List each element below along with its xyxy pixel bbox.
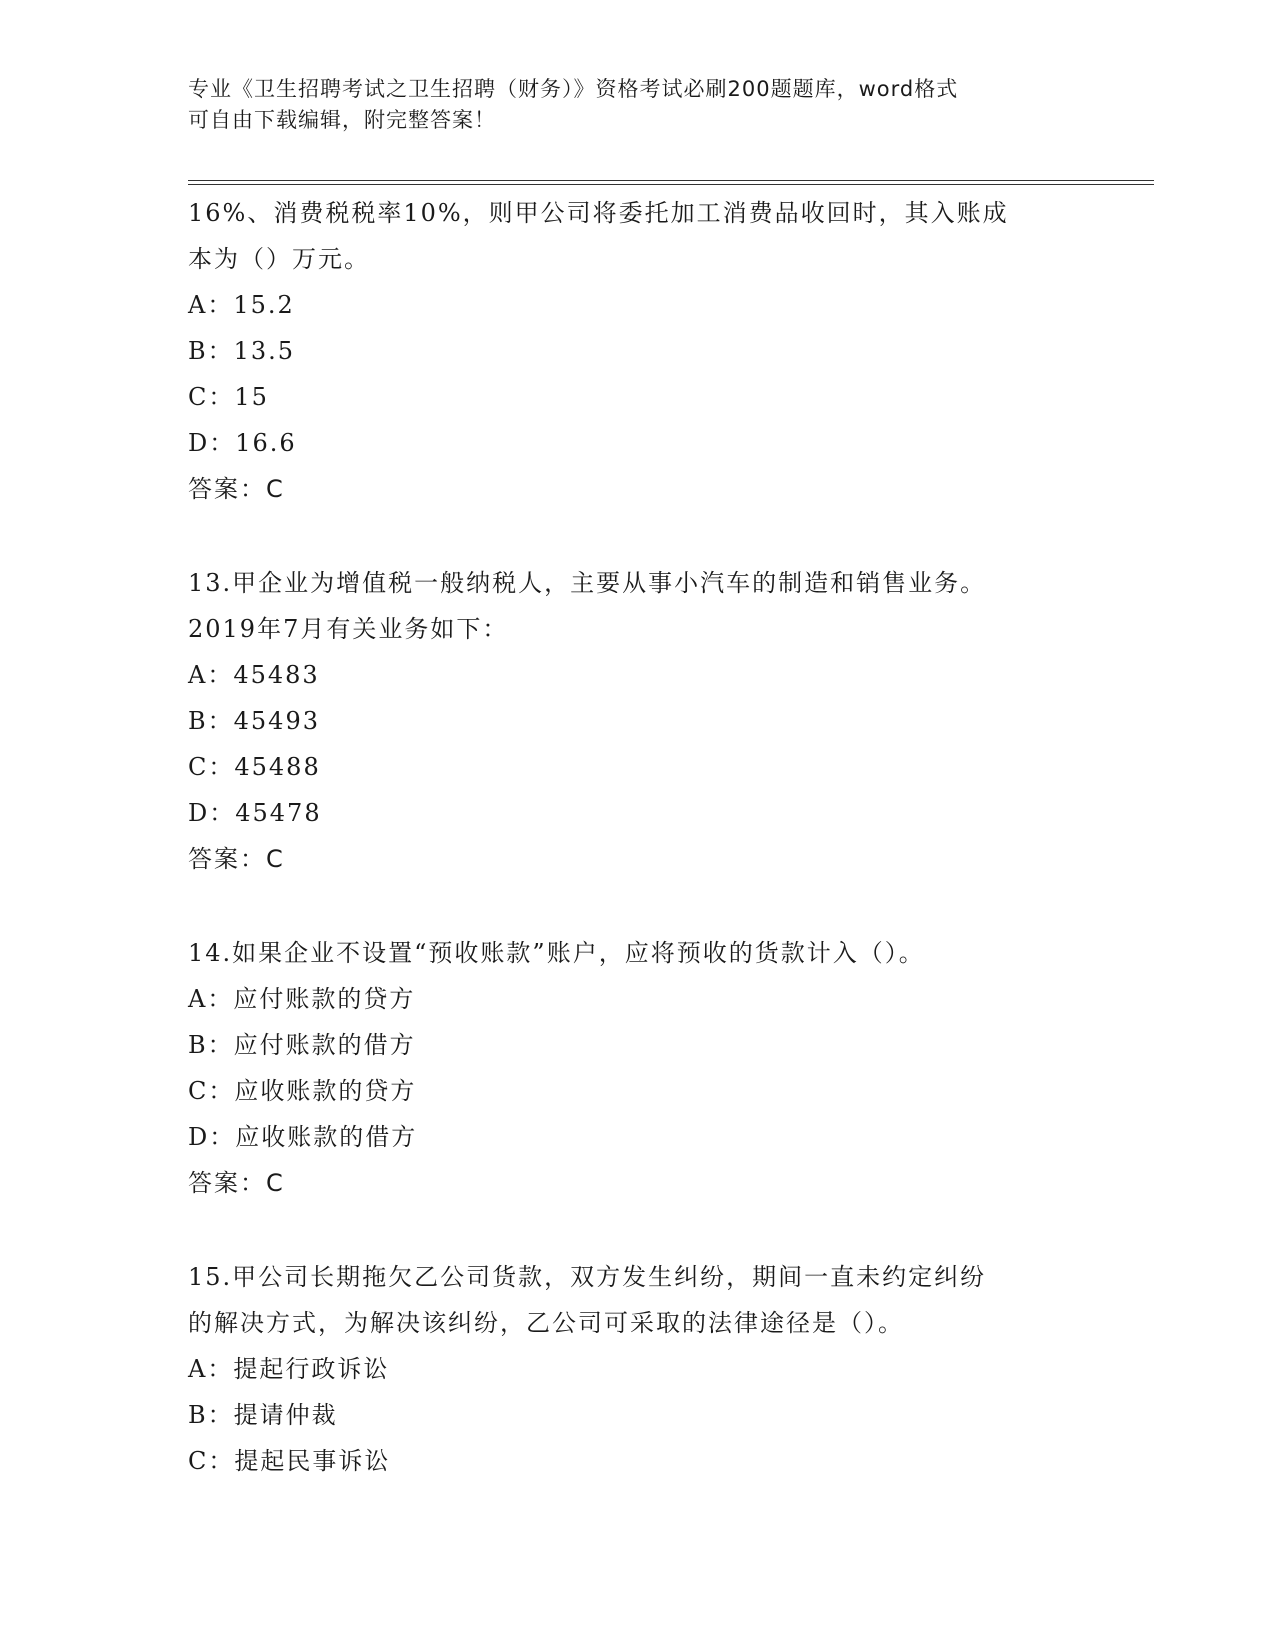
header-title-line-2: 可自由下载编辑，附完整答案！: [188, 108, 496, 132]
option-a: A：应付账款的贷方: [188, 985, 416, 1013]
option-c: C：提起民事诉讼: [188, 1447, 391, 1475]
question-spacer: [188, 882, 1088, 930]
question-text-line: 的解决方式，为解决该纠纷，乙公司可采取的法律途径是（）。: [188, 1309, 904, 1337]
question-12: [188, 190, 1088, 512]
answer-line: 答案：C: [188, 845, 285, 873]
option-b: B：应付账款的借方: [188, 1031, 416, 1059]
option-d: D：应收账款的借方: [188, 1123, 418, 1151]
option-a: A：15.2: [188, 291, 295, 319]
document-header: [188, 74, 1088, 136]
header-divider-top: [188, 180, 1154, 181]
option-a: A：45483: [188, 661, 320, 689]
question-text-line: 2019年7月有关业务如下：: [188, 615, 509, 643]
option-c: C：45488: [188, 753, 321, 781]
question-text-line: 13.甲企业为增值税一般纳税人，主要从事小汽车的制造和销售业务。: [188, 569, 987, 597]
header-divider-bottom: [188, 184, 1154, 185]
option-b: B：13.5: [188, 337, 296, 365]
question-spacer: [188, 1206, 1088, 1254]
question-14: [188, 930, 1088, 1206]
question-13: [188, 560, 1088, 882]
option-c: C：15: [188, 383, 269, 411]
answer-line: 答案：C: [188, 475, 285, 503]
question-text-line: 16%、消费税税率10%，则甲公司将委托加工消费品收回时，其入账成: [188, 199, 1009, 227]
option-b: B：45493: [188, 707, 320, 735]
answer-line: 答案：C: [188, 1169, 285, 1197]
option-d: D：16.6: [188, 429, 297, 457]
option-b: B：提请仲裁: [188, 1401, 338, 1429]
question-list: [188, 190, 1088, 1484]
header-title-line-1: 专业《卫生招聘考试之卫生招聘（财务）》资格考试必刷200题题库，word格式: [188, 77, 959, 101]
question-text-line: 15.甲公司长期拖欠乙公司货款，双方发生纠纷，期间一直未约定纠纷: [188, 1263, 987, 1291]
question-text-line: 本为（）万元。: [188, 245, 370, 273]
question-spacer: [188, 512, 1088, 560]
question-text-line: 14.如果企业不设置“预收账款”账户，应将预收的货款计入（）。: [188, 939, 925, 967]
option-d: D：45478: [188, 799, 322, 827]
question-15: [188, 1254, 1088, 1484]
option-c: C：应收账款的贷方: [188, 1077, 417, 1105]
option-a: A：提起行政诉讼: [188, 1355, 390, 1383]
